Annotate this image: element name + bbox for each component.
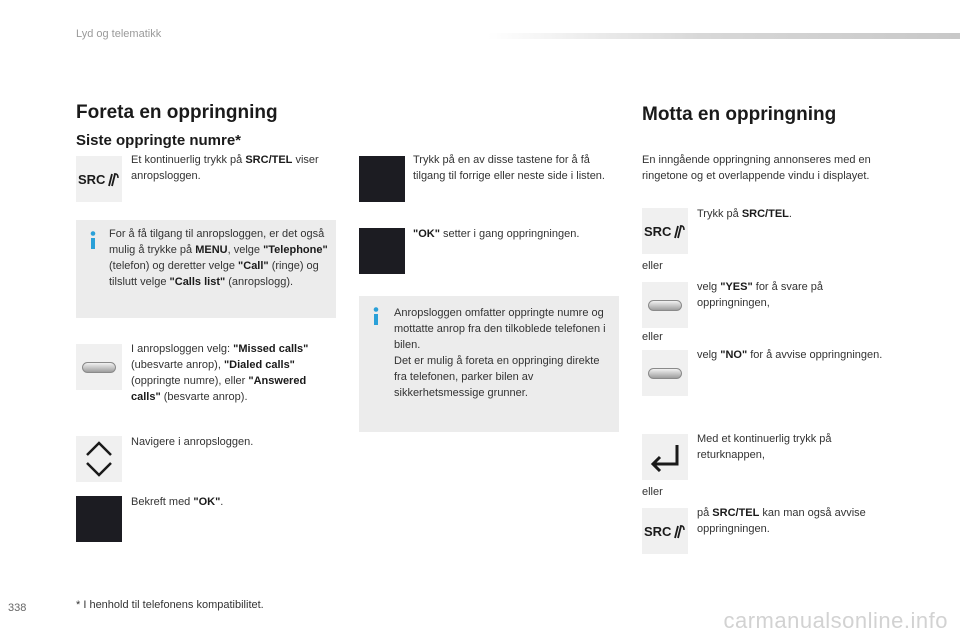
ok-button-image <box>76 496 122 542</box>
or-label: eller <box>642 260 663 272</box>
confirm-text: Bekreft med "OK". <box>131 496 224 508</box>
right-section-title: Motta en oppringning <box>642 104 837 125</box>
return-press-text: Med et kontinuerlig trykk på returknappen, <box>697 433 832 461</box>
press-src-text: Trykk på SRC/TEL. <box>697 208 792 220</box>
return-icon <box>642 434 688 480</box>
src-long-press-text: Et kontinuerlig trykk på SRC/TEL viser anropsloggen. <box>131 154 319 182</box>
up-down-arrows-icon <box>76 436 122 482</box>
rocker-button-icon <box>642 282 688 328</box>
rocker-button-icon <box>76 344 122 390</box>
src-reject-text: på SRC/TEL kan man også avvise oppringningen. <box>697 507 866 535</box>
footnote: * I henhold til telefonens kompatibilitet. <box>76 599 264 611</box>
navigate-text: Navigere i anropsloggen. <box>131 436 254 448</box>
rocker-pill <box>82 362 116 373</box>
incoming-intro: En inngående oppringning annonseres med en ringetone og et overlappende vindu i displayet. <box>642 154 871 182</box>
svg-text:SRC: SRC <box>78 172 106 187</box>
chevron-up-down-icon <box>82 439 116 479</box>
info-menu-text: For å få tilgang til anropsloggen, er det også mulig å trykke på MENU, velge "Telephone" (telefon) og deretter velge "Call" (ringe) og tilslutt velge "Calls list" (anropslogg). <box>109 228 328 288</box>
rocker-pill <box>648 368 682 379</box>
src-tel-icon-glyph <box>77 169 121 189</box>
src-tel-icon <box>642 508 688 554</box>
info-box-menu <box>76 220 336 318</box>
src-tel-icon <box>642 208 688 254</box>
svg-text:SRC: SRC <box>644 524 672 539</box>
or-label: eller <box>642 486 663 498</box>
return-arrow-icon <box>647 442 683 472</box>
ok-call-button-image <box>359 228 405 274</box>
select-yes-text: velg "YES" for å svare på oppringningen, <box>697 281 824 309</box>
info-box-log <box>359 296 619 432</box>
info-icon <box>369 306 383 326</box>
svg-text:SRC: SRC <box>644 224 672 239</box>
section-header: Lyd og telematikk <box>76 28 162 40</box>
watermark: carmanualsonline.info <box>723 608 948 633</box>
ok-call-text: "OK" setter i gang oppringningen. <box>413 228 580 240</box>
or-label: eller <box>642 331 663 343</box>
rocker-button-icon <box>642 350 688 396</box>
page-number: 338 <box>8 602 27 614</box>
page-keys-text: Trykk på en av disse tastene for å få tilgang til forrige eller neste side i listen. <box>413 154 605 182</box>
src-tel-icon-glyph <box>643 521 687 541</box>
src-tel-icon-glyph <box>643 221 687 241</box>
rocker-pill <box>648 300 682 311</box>
info-icon <box>86 230 100 250</box>
left-section-title: Foreta en oppringning <box>76 102 278 123</box>
info-log-text: Anropsloggen omfatter oppringte numre og mottatte anrop fra den tilkoblede telefonen i bilen. Det er mulig å foreta en oppringing direkte fra telefonen, parker bilen av sikkerhetsmessige grunner. <box>394 307 606 399</box>
select-no-text: velg "NO" for å avvise oppringningen. <box>697 349 883 361</box>
log-select-text: I anropsloggen velg: "Missed calls" (ubesvarte anrop), "Dialed calls" (oppringte numre), eller "Answered calls" (besvarte anrop). <box>131 343 309 403</box>
page-keys-image <box>359 156 405 202</box>
header-divider <box>488 33 960 39</box>
left-subtitle: Siste oppringte numre* <box>76 132 242 149</box>
src-tel-icon <box>76 156 122 202</box>
